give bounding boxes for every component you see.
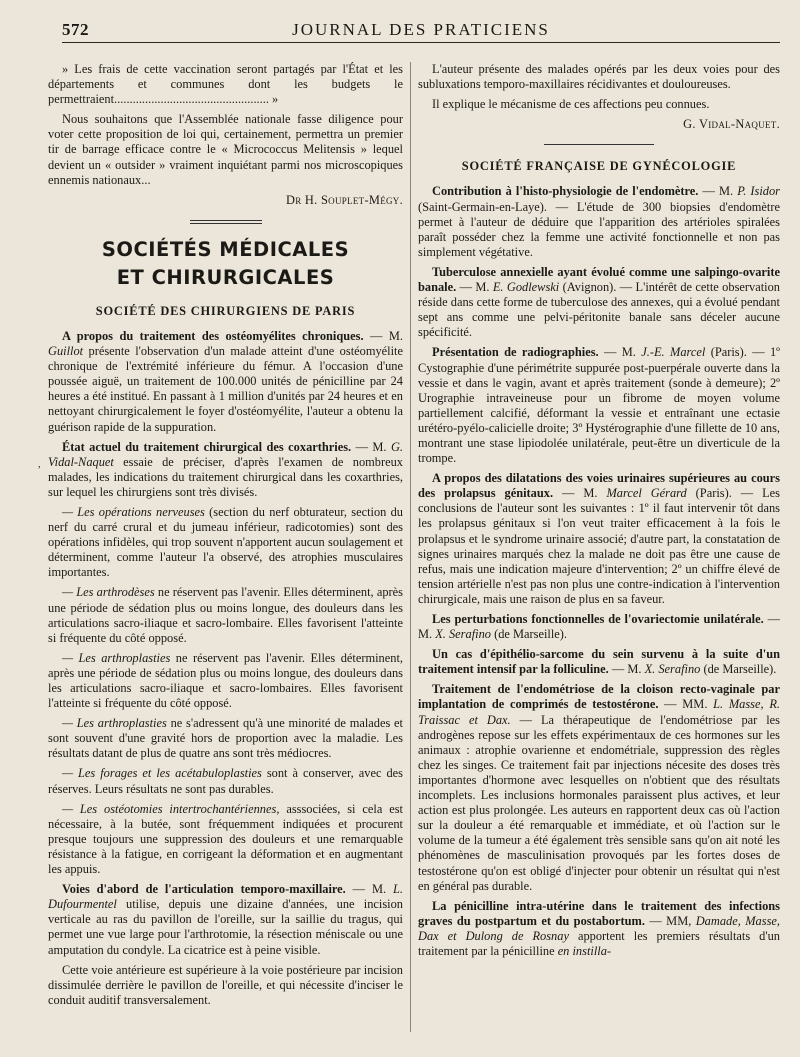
section-heading-line-1: SOCIÉTÉS MÉDICALES (101, 237, 350, 261)
article-ovariectomie: Les perturbations fonctionnelles de l'ovariectomie unilatérale. — M. X. Serafino (de Marseille). (418, 612, 780, 642)
article-title: La pénicilline intra-utérine dans le traitement des infections graves du postpartum et du postabortum. (418, 898, 780, 928)
author-name: Damade, Masse, Dax et Dulong de Rosnay (418, 913, 780, 943)
right-column (418, 62, 780, 964)
author-name: P. Isidor (737, 184, 780, 199)
article-title: État actuel du traitement chirurgical des coxarthries. (62, 439, 352, 454)
paragraph: L'auteur présente des malades opérés par les deux voies pour des subluxations temporo-maxillaires récidivantes et douloureuses. (418, 62, 780, 92)
column-divider (410, 62, 411, 1032)
article-title: Traitement de l'endométriose de la cloison recto-vaginale par implantation de comprimés de testostérone. (418, 682, 780, 712)
margin-mark: , (38, 458, 41, 470)
author-name: Guillot (48, 344, 84, 359)
author-name: X. Serafino (435, 627, 491, 642)
double-rule-divider (190, 220, 262, 224)
article-penicilline: La pénicilline intra-utérine dans le traitement des infections graves du postpartum et du postabortum. — MM, Damade, Masse, Dax et Dulong de Rosnay apportent les premiers résultats d'un traitement par la pénicilline en instilla- (418, 898, 780, 958)
intro-paragraph-1: » Les frais de cette vaccination seront partagés par l'État et les départements et communes dont les budgets le permettraient.................................................. » (48, 62, 403, 107)
article-title: Voies d'abord de l'articulation temporo-maxillaire. (62, 882, 346, 897)
paragraph: — Les arthrodèses ne réservent pas l'avenir. Elles déterminent, après une période de sédation plus ou moins longue, des douleurs dans les articulations sacro-iliaque et sacro-lombaire. Elles favorisent l'atteinte si fréquente du côté opposé. (48, 585, 403, 645)
journal-title: JOURNAL DES PRATICIENS (292, 20, 550, 39)
article-title: Tuberculose annexielle ayant évolué comme une salpingo-ovarite banale. (418, 264, 780, 295)
paragraph: — Les arthroplasties ne réservent pas l'avenir. Elles déterminent, après une période de sédation plus ou moins longue, des douleurs dans les articulations sacro-iliaque et sacro-lombaires. Elles favorisent l'atteinte si fréquente du côté opposé. (48, 650, 403, 711)
author-name: G. Vidal-Naquet (48, 439, 403, 469)
article-title: Les perturbations fonctionnelles de l'ovariectomie unilatérale. (432, 612, 764, 626)
article-coxarthries: État actuel du traitement chirurgical des coxarthries. — M. G. Vidal-Naquet essaie de préciser, d'après l'examen de nombreux malades, les indications du traitement chirurgical dans les coxarthries, sur lequel les chirurgiens sont très divisés. (48, 439, 403, 499)
article-title: Présentation de radiographies. (432, 345, 599, 360)
paragraph: — Les opérations nerveuses (section du nerf obturateur, section du nerf du carré crural et du jumeau inférieur, radicotomies) sont des opérations infidèles, qui trop souvent n'apportent aucun soulagement et déterminent, comme l'auteur l'a observé, des atrophies musculaires importantes. (48, 504, 403, 580)
author-name: L. Masse, R. Traissac et Dax. (418, 697, 780, 727)
society-heading: SOCIÉTÉ FRANÇAISE DE GYNÉCOLOGIE (461, 159, 737, 174)
author-signature: G. Vidal-Naquet. (683, 117, 780, 132)
article-title: A propos du traitement des ostéomyélites chroniques. (62, 328, 364, 343)
page-header (62, 14, 780, 43)
article-endometre: Contribution à l'histo-physiologie de l'endomètre. — M. P. Isidor (Saint-Germain-en-Laye). — L'étude de 300 biopsies d'endomètre permet à l'auteur de déduire que l'apparition des artérioles spiralées paraît posséder chez la femme une activité fonctionnelle et non pas simplement végétative. (418, 184, 780, 259)
paragraph: — Les ostéotomies intertrochantériennes, asssociées, si cela est nécessaire, à la butée, sont fréquemment indiquées et procurent presque toujours une suppression des douleurs et une remarquable résistance à la fatigue, en corrigeant la déformation et en augmentant les appuis. (48, 801, 403, 877)
left-column (48, 62, 403, 1013)
author-name: E. Godlewski (492, 280, 560, 295)
paragraph: Cette voie antérieure est supérieure à la voie postérieure par incision dissimulée derrière le pavillon de l'oreille, et qui nécessite d'inciser le conduit auditif transversalement. (48, 962, 403, 1007)
paragraph: — Les forages et les acétabuloplasties sont à conserver, avec des réserves. Leurs résultats ne sont pas durables. (48, 766, 403, 796)
author-name: L. Dufourmentel (48, 882, 403, 912)
author-name: J.-E. Marcel (641, 345, 706, 360)
rule-divider (544, 144, 654, 145)
page-number: 572 (62, 20, 89, 39)
article-title: A propos des dilatations des voies urinaires supérieures au cours des prolapsus génitaux. (418, 471, 780, 501)
article-osteomyelites: A propos du traitement des ostéomyélites chroniques. — M. Guillot présente l'observation d'un malade atteint d'une ostéomyélite chronique de l'extrémité inférieure du fémur. A l'occasion d'une poussée aiguë, un traitement de 100.000 unités de pénicilline par 24 heures a été institué. En passant à 1 million d'unités par 24 heures et en nettoyant chirurgicalement le foyer d'ostéomyélite, l'auteur a obtenu la guérison rapide de la suppuration. (48, 328, 403, 434)
article-endometriose: Traitement de l'endométriose de la cloison recto-vaginale par implantation de comprimés de testostérone. — MM. L. Masse, R. Traissac et Dax. — La thérapeutique de l'endométriose par les androgènes repose sur les effets expérimentaux de ces hormones sur les animaux : atrophie ovarienne et endométriale, suppression des règles chez les singes. Ce traitement fait par injections nécesite des doses très importantes d'hormone avec lesquelles on n'obtient que des résultats incomplets. Les inclusions hormonales paraissent plus actives, et leur action est plus prolongée. Les auteurs en rapportent deux cas où l'action sur la douleur a été remarquable et immédiate, et où l'action sur le volume de la tumeur a été également très sensible sans qu'on ait noté les phénomènes de masculinisation provoqués par les fortes doses de testostérone qu'on est obligé d'injecter pour obtenir un résultat qui n'est en général pas durable. (418, 682, 780, 893)
article-title: Un cas d'épithélio-sarcome du sein survenu à la suite d'un traitement intensif par la folliculine. (418, 647, 780, 677)
society-heading: SOCIÉTÉ DES CHIRURGIENS DE PARIS (95, 303, 356, 318)
section-heading (48, 236, 403, 292)
article-radiographies: Présentation de radiographies. — M. J.-E. Marcel (Paris). — 1º Cystographie d'une périmétrite suppurée post-puerpérale ouverte dans la vessie et dans le vagin, avant et après traitement (sonde à demeure); 2º Urographie intraveineuse pour un fibrome de moyen volume partiellement calcifié, déformant la vessie et entraînant une ectasie urétéro-pyélo-calicielle droite; 3º Hystérographie d'une fillette de 10 ans, montrant une stase lipiodolée unilatérale, peut-être un diverticule de la trompe. (418, 345, 780, 466)
article-title: Contribution à l'histo-physiologie de l'endomètre. (432, 184, 699, 199)
paragraph: Il explique le mécanisme de ces affections peu connues. (432, 97, 710, 112)
author-name: X. Serafino (644, 662, 701, 677)
section-heading-line-2: ET CHIRURGICALES (116, 265, 335, 289)
paragraph: — Les arthroplasties ne s'adressent qu'à une minorité de malades et sont souvent d'une gravité hors de proportion avec la maladie. Les résultats datant de plus de quatre ans sont très médiocres. (48, 716, 403, 761)
author-name: Marcel Gérard (606, 486, 687, 501)
intro-paragraph-2: Nous souhaitons que l'Assemblée nationale fasse diligence pour voter cette proposition de loi qui, certainement, permettra un premier tir de barrage efficace contre le « Micrococcus Melitensis » lequel devient un « outsider » vraiment inquiétant parmi nos microscopiques ennemis nationaux... (48, 112, 403, 187)
article-temporo-maxillaire: Voies d'abord de l'articulation temporo-maxillaire. — M. L. Dufourmentel utilise, depuis une dizaine d'années, une incision verticale au ras du pavillon de l'oreille, sur la saillie du tragus, qui permet une vue large pour l'arthrotomie, la résection méniscale ou une amputation du condyle. La cicatrice est à peine visible. (48, 882, 403, 957)
article-dilatations: A propos des dilatations des voies urinaires supérieures au cours des prolapsus génitaux. — M. Marcel Gérard (Paris). — Les conclusions de l'auteur sont les suivantes : 1º il faut intervenir tôt dans les prolapsus génitaux si l'on veut traiter efficacement à la fois le prolapsus et le syndrome urinaire associé; d'autre part, la constatation de signes urinaires marqués chez la malade ne doit pas être une cause de refus, mais une indication majeure d'intervention; 2º un chiffre élevé de tension artérielle n'est pas non plus une contre-indication à l'intervention chirurgicale, mais une raison de plus en sa faveur. (418, 471, 780, 606)
article-epithelio-sarcome: Un cas d'épithélio-sarcome du sein survenu à la suite d'un traitement intensif par la folliculine. — M. X. Serafino (de Marseille). (418, 647, 780, 677)
article-tuberculose: Tuberculose annexielle ayant évolué comme une salpingo-ovarite banale. — M. E. Godlewski (Avignon). — L'intérêt de cette observation réside dans cette forme de tuberculose des annexes, qui a évolué pendant sept ans comme une pelvi-péritonite banale sans déceler aucune spécificité. (418, 264, 780, 340)
author-signature: Dr H. Souplet-Mégy. (285, 192, 403, 207)
